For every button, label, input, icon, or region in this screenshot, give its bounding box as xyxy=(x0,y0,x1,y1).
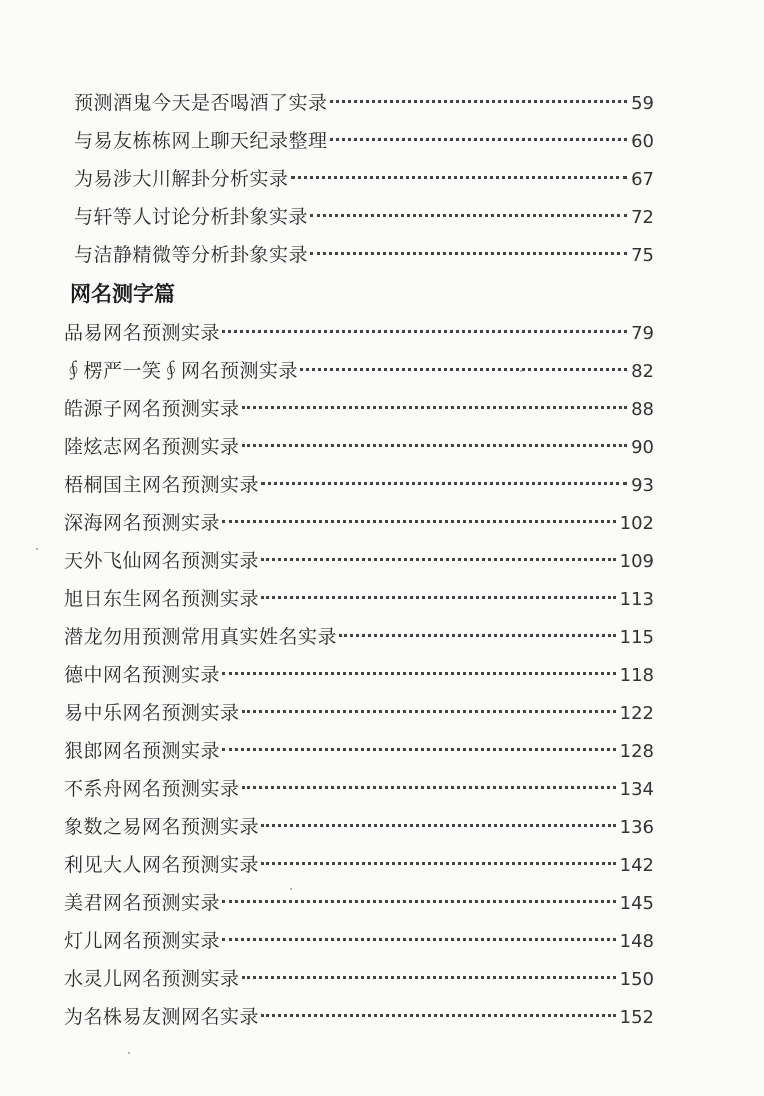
toc-entry[interactable] xyxy=(64,542,654,580)
toc-entry-page: 122 xyxy=(619,703,654,724)
toc-entry[interactable] xyxy=(64,960,654,998)
toc-group-before xyxy=(64,84,654,274)
toc-entry[interactable] xyxy=(64,428,654,466)
toc-entry[interactable] xyxy=(64,198,654,236)
dot-leader xyxy=(261,482,627,485)
toc-entry-title: 利见大人网名预测实录 xyxy=(64,854,260,876)
toc-entry-page: 152 xyxy=(619,1007,654,1028)
toc-entry[interactable] xyxy=(64,808,654,846)
dot-leader xyxy=(222,938,616,941)
toc-entry-page: 128 xyxy=(619,741,654,762)
toc-entry-title: 易中乐网名预测实录 xyxy=(64,702,240,724)
toc-entry-title: 不系舟网名预测实录 xyxy=(64,778,240,800)
toc-entry[interactable] xyxy=(64,84,654,122)
dot-leader xyxy=(222,330,627,333)
toc-entry[interactable] xyxy=(64,122,654,160)
dot-leader xyxy=(261,558,616,561)
toc-entry-page: 75 xyxy=(631,245,654,266)
toc-entry-title: 灯儿网名预测实录 xyxy=(64,930,221,952)
toc-group-after xyxy=(64,314,654,1036)
toc-entry[interactable] xyxy=(64,618,654,656)
toc-entry[interactable] xyxy=(64,922,654,960)
toc-entry[interactable] xyxy=(64,694,654,732)
table-of-contents xyxy=(64,84,654,1036)
toc-entry-title: 陸炫志网名预测实录 xyxy=(64,436,240,458)
toc-entry[interactable] xyxy=(64,352,654,390)
toc-entry-page: 102 xyxy=(619,513,654,534)
dot-leader xyxy=(242,444,628,447)
toc-entry-page: 145 xyxy=(619,893,654,914)
toc-entry-title: ∮楞严一笑∮网名预测实录 xyxy=(64,360,299,382)
dot-leader xyxy=(310,214,627,217)
toc-entry-title: 梧桐国主网名预测实录 xyxy=(64,474,260,496)
toc-entry-page: 134 xyxy=(619,779,654,800)
toc-entry-page: 90 xyxy=(631,437,654,458)
dot-leader xyxy=(261,596,616,599)
toc-entry-page: 142 xyxy=(619,855,654,876)
toc-entry-title: 象数之易网名预测实录 xyxy=(64,816,260,838)
toc-entry-title: 德中网名预测实录 xyxy=(64,664,221,686)
scan-speck xyxy=(520,370,522,372)
dot-leader xyxy=(300,368,627,371)
toc-entry-title: 深海网名预测实录 xyxy=(64,512,221,534)
toc-entry-title: 与洁静精微等分析卦象实录 xyxy=(74,244,309,266)
dot-leader xyxy=(222,520,616,523)
dot-leader xyxy=(242,976,616,979)
toc-entry[interactable] xyxy=(64,998,654,1036)
dot-leader xyxy=(261,862,616,865)
toc-entry-title: 皓源子网名预测实录 xyxy=(64,398,240,420)
toc-entry[interactable] xyxy=(64,466,654,504)
dot-leader xyxy=(242,406,628,409)
toc-entry-title: 狠郎网名预测实录 xyxy=(64,740,221,762)
dot-leader xyxy=(222,672,616,675)
toc-entry[interactable] xyxy=(64,314,654,352)
toc-entry-page: 88 xyxy=(631,399,654,420)
scan-speck xyxy=(36,548,38,550)
toc-entry-title: 水灵儿网名预测实录 xyxy=(64,968,240,990)
toc-entry-page: 150 xyxy=(619,969,654,990)
toc-entry-title: 旭日东生网名预测实录 xyxy=(64,588,260,610)
toc-entry-page: 148 xyxy=(619,931,654,952)
toc-entry[interactable] xyxy=(64,732,654,770)
dot-leader xyxy=(261,1014,616,1017)
scan-speck xyxy=(128,1052,130,1054)
dot-leader xyxy=(291,176,628,179)
toc-entry-page: 118 xyxy=(619,665,654,686)
toc-entry[interactable] xyxy=(64,656,654,694)
toc-entry-page: 79 xyxy=(631,323,654,344)
toc-entry[interactable] xyxy=(64,236,654,274)
toc-entry[interactable] xyxy=(64,580,654,618)
toc-entry-title: 为名株易友测网名实录 xyxy=(64,1006,260,1028)
dot-leader xyxy=(330,100,628,103)
toc-entry-page: 72 xyxy=(631,207,654,228)
toc-entry-page: 82 xyxy=(631,361,654,382)
dot-leader xyxy=(330,138,628,141)
dot-leader xyxy=(242,710,616,713)
dot-leader xyxy=(242,786,616,789)
toc-entry[interactable] xyxy=(64,504,654,542)
toc-entry-page: 115 xyxy=(619,627,654,648)
toc-entry-title: 与轩等人讨论分析卦象实录 xyxy=(74,206,309,228)
dot-leader xyxy=(310,252,627,255)
toc-entry-title: 为易涉大川解卦分析实录 xyxy=(74,168,289,190)
dot-leader xyxy=(222,748,616,751)
toc-entry[interactable] xyxy=(64,160,654,198)
toc-entry[interactable] xyxy=(64,390,654,428)
toc-entry-title: 预测酒鬼今天是否喝酒了实录 xyxy=(74,92,328,114)
toc-entry[interactable] xyxy=(64,846,654,884)
toc-entry-page: 59 xyxy=(631,93,654,114)
toc-entry[interactable] xyxy=(64,770,654,808)
dot-leader xyxy=(222,900,616,903)
toc-entry[interactable] xyxy=(64,884,654,922)
dot-leader xyxy=(339,634,616,637)
toc-entry-title: 潜龙勿用预测常用真实姓名实录 xyxy=(64,626,338,648)
toc-entry-title: 品易网名预测实录 xyxy=(64,322,221,344)
toc-entry-title: 美君网名预测实录 xyxy=(64,892,221,914)
toc-entry-title: 与易友栋栋网上聊天纪录整理 xyxy=(74,130,328,152)
toc-entry-page: 136 xyxy=(619,817,654,838)
toc-entry-page: 93 xyxy=(631,475,654,496)
scan-speck xyxy=(290,888,292,890)
toc-entry-page: 60 xyxy=(631,131,654,152)
toc-entry-page: 109 xyxy=(619,551,654,572)
toc-entry-page: 67 xyxy=(631,169,654,190)
toc-entry-page: 113 xyxy=(619,589,654,610)
toc-entry-title: 天外飞仙网名预测实录 xyxy=(64,550,260,572)
dot-leader xyxy=(261,824,616,827)
section-heading: 网名测字篇 xyxy=(70,282,175,306)
